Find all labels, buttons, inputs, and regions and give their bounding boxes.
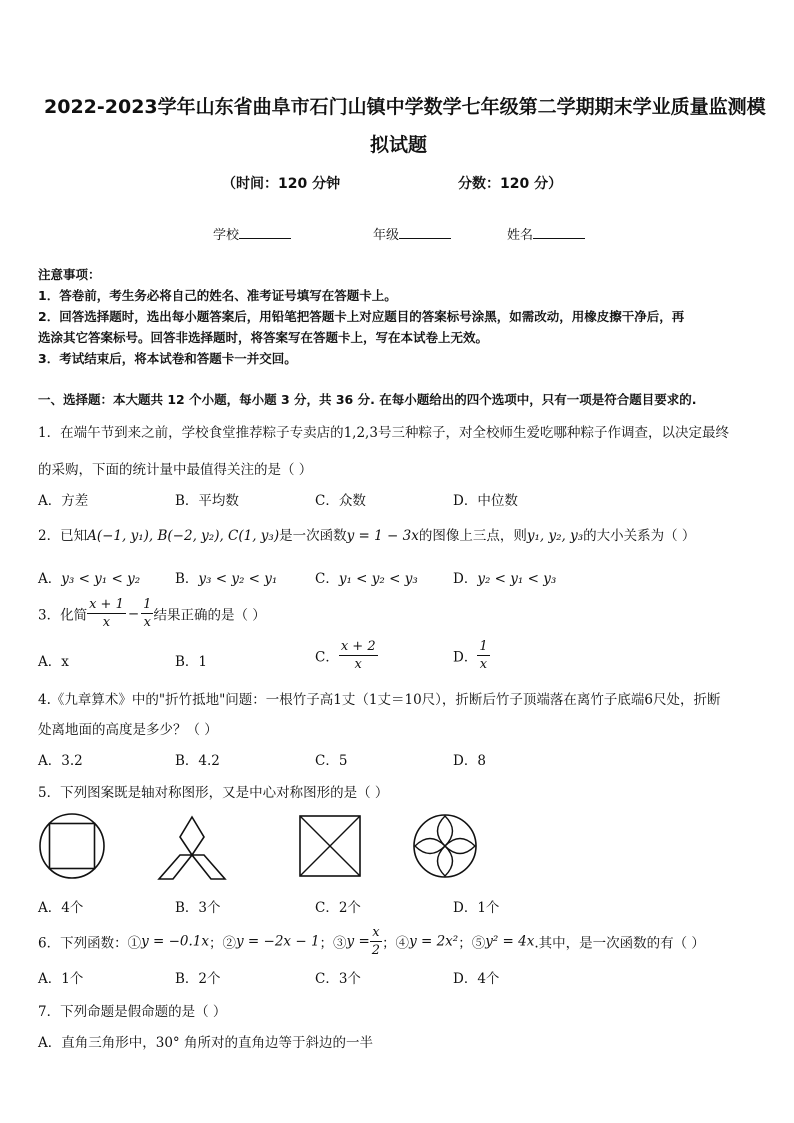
q3-suffix: 结果正确的是（ ） — [153, 607, 266, 624]
q3-option-b[interactable]: B．1 — [175, 654, 208, 670]
q3-stem — [38, 598, 266, 629]
q2-mid: 是一次函数 — [279, 528, 347, 544]
q3-option-a[interactable]: A．x — [38, 654, 69, 670]
exam-score: 分数：120 分） — [458, 176, 563, 192]
q5-option-d[interactable]: D．1个 — [453, 900, 500, 916]
q3-prefix: 3．化简 — [38, 607, 88, 624]
q5-figure-circle-square — [38, 812, 106, 880]
q1-option-d[interactable]: D．中位数 — [453, 493, 518, 509]
q2-option-a-expr: y₃ < y₁ < y₂ — [61, 571, 141, 587]
grade-field — [373, 224, 451, 243]
q6-option-c[interactable]: C．3个 — [315, 971, 361, 987]
q2-points: A(−1, y₁), B(−2, y₂), C(1, y₃) — [87, 528, 280, 544]
exam-title-line2: 拟试题 — [370, 134, 428, 156]
q6-function-3-lhs: y = — [346, 933, 370, 950]
q2-option-c-expr: y₁ < y₂ < y₃ — [338, 571, 418, 587]
notes-item-3: 3．考试结束后，将本试卷和答题卡一并交回。 — [38, 351, 297, 366]
q2-suffix: 的大小关系为（ ） — [583, 528, 696, 544]
exam-title-line1: 2022-2023学年山东省曲阜市石门山镇中学数学七年级第二学期期末学业质量监测模 — [44, 96, 766, 118]
q4-line2: 处离地面的高度是多少？（ ） — [38, 722, 218, 738]
q6-option-a[interactable]: A．1个 — [38, 971, 84, 987]
q2-vars: y₁, y₂, y₃ — [526, 528, 584, 544]
school-label: 学校 — [213, 228, 240, 243]
name-field — [507, 224, 585, 243]
q2-option-b-expr: y₃ < y₂ < y₁ — [198, 571, 278, 587]
q6-function-5: y² = 4x — [485, 933, 535, 950]
q2-option-d[interactable]: D．y₂ < y₁ < y₃ — [453, 571, 557, 587]
q5-figure-square-diagonals — [298, 814, 362, 878]
name-blank[interactable] — [533, 226, 585, 239]
school-field — [213, 224, 291, 243]
q6-prefix: 6．下列函数：① — [38, 935, 142, 952]
q1-option-c[interactable]: C．众数 — [315, 493, 366, 509]
q6-function-2: y = −2x − 1 — [236, 933, 320, 950]
notes-item-2b: 选涂其它答案标号。回答非选择题时，将答案写在答题卡上，写在本试卷上无效。 — [38, 330, 489, 345]
q6-option-b[interactable]: B．2个 — [175, 971, 221, 987]
q7-line1: 7．下列命题是假命题的是（ ） — [38, 1004, 227, 1020]
grade-blank[interactable] — [399, 226, 451, 239]
q2-stem — [38, 524, 695, 544]
name-label: 姓名 — [507, 228, 534, 243]
q5-option-b[interactable]: B．3个 — [175, 900, 221, 916]
q6-function-3-fraction: $\frac{x}{2}$ — [371, 925, 381, 958]
q3-fraction-2: $\frac{1}{x}$ — [143, 597, 152, 630]
notes-heading: 注意事项： — [38, 267, 101, 282]
grade-label: 年级 — [373, 228, 400, 243]
q5-option-a[interactable]: A．4个 — [38, 900, 84, 916]
q7-option-a[interactable]: A．直角三角形中，30° 角所对的直角边等于斜边的一半 — [38, 1035, 373, 1051]
exam-time: （时间：120 分钟 — [222, 176, 341, 192]
notes-item-2a: 2．回答选择题时，选出每小题答案后，用铅笔把答题卡上对应题目的答案标号涂黑，如需改动，用橡皮擦干净后，再 — [38, 309, 685, 324]
q3-minus: − — [127, 605, 140, 622]
q5-line1: 5．下列图案既是轴对称图形，又是中心对称图形的是（ ） — [38, 785, 389, 801]
q2-prefix: 2．已知 — [38, 528, 88, 544]
q2-function: y = 1 − 3x — [346, 528, 419, 544]
q1-line2: 的采购，下面的统计量中最值得关注的是（ ） — [38, 462, 313, 478]
school-blank[interactable] — [239, 226, 291, 239]
q5-figure-three-rhombi — [157, 815, 227, 881]
q2-mid2: 的图像上三点，则 — [418, 528, 527, 544]
q3-fraction-1: $\frac{x + 1}{x}$ — [89, 597, 124, 630]
q3-option-c-fraction: $\frac{x + 2}{x}$ — [340, 639, 376, 672]
q5-option-c[interactable]: C．2个 — [315, 900, 361, 916]
q6-option-d[interactable]: D．4个 — [453, 971, 500, 987]
q2-option-c[interactable]: C．y₁ < y₂ < y₃ — [315, 571, 418, 587]
q4-option-a[interactable]: A．3.2 — [38, 753, 83, 769]
q4-option-b[interactable]: B．4.2 — [175, 753, 220, 769]
q2-option-b[interactable]: B．y₃ < y₂ < y₁ — [175, 571, 278, 587]
q1-option-a[interactable]: A．方差 — [38, 493, 89, 509]
q6-suffix: .其中，是一次函数的有（ ） — [534, 935, 705, 952]
section-1-heading: 一、选择题：本大题共 12 个小题，每小题 3 分，共 36 分. 在每小题给出的四个选项中，只有一项是符合题目要求的. — [38, 392, 697, 407]
q3-option-d-fraction: $\frac{1}{x}$ — [479, 639, 488, 672]
q6-function-4: y = 2x² — [409, 933, 459, 950]
q6-stem: 6．下列函数：①y = −0.1x；②y = −2x − 1；③y = $\frac{x}{2}$ ；④y = 2x²；⑤y² = 4x.其中，是一次函数的有（ ） — [38, 925, 705, 958]
q1-line1: 1．在端午节到来之前，学校食堂推荐粽子专卖店的1,2,3号三种粽子，对全校师生爱吃哪种粽子作调查，以决定最终 — [38, 425, 729, 441]
q3-option-d[interactable]: D． $\frac{1}{x}$ — [453, 639, 488, 672]
q5-figure-four-petals — [412, 813, 478, 879]
q2-option-a[interactable]: A．y₃ < y₁ < y₂ — [38, 571, 141, 587]
q6-function-1: y = −0.1x — [141, 933, 210, 950]
notes-item-1: 1．答卷前，考生务必将自己的姓名、准考证号填写在答题卡上。 — [38, 288, 397, 303]
q4-line1: 4.《九章算术》中的"折竹抵地"问题：一根竹子高1丈（1丈＝10尺），折断后竹子顶端落在离竹子底端6尺处，折断 — [38, 692, 721, 708]
q4-option-d[interactable]: D．8 — [453, 753, 486, 769]
q3-option-c[interactable]: C． $\frac{x + 2}{x}$ — [315, 639, 376, 672]
q4-option-c[interactable]: C．5 — [315, 753, 348, 769]
q1-option-b[interactable]: B．平均数 — [175, 493, 239, 509]
q2-option-d-expr: y₂ < y₁ < y₃ — [477, 571, 557, 587]
